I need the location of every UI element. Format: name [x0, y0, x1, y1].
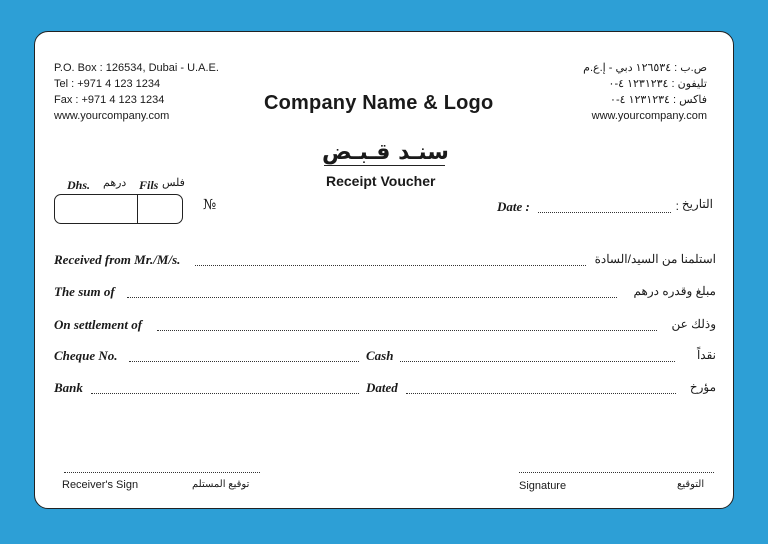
- cash-field[interactable]: [400, 361, 675, 362]
- settlement-label-en: On settlement of: [54, 317, 143, 332]
- contact-info-english: [54, 60, 219, 124]
- sum-row: [54, 282, 716, 302]
- po-box-en: P.O. Box : 126534, Dubai - U.A.E.: [54, 62, 219, 74]
- received-from-label-en: Received from Mr./M/s.: [54, 252, 181, 267]
- contact-info-arabic: [583, 60, 707, 124]
- signature-label-en: Signature: [519, 480, 567, 492]
- date-colon: :: [675, 199, 679, 213]
- date-label-ar: التاريخ: [681, 197, 713, 211]
- bank-dated-row: [54, 378, 716, 398]
- cheque-number-field[interactable]: [129, 361, 359, 362]
- received-from-label-ar: استلمنا من السيد/السادة: [594, 252, 716, 266]
- cash-label-ar: نقداً: [696, 348, 716, 362]
- dated-label-en: Dated: [366, 380, 398, 395]
- sum-label-en: The sum of: [54, 284, 115, 299]
- number-sign: №: [203, 197, 217, 213]
- bank-field[interactable]: [91, 393, 359, 394]
- signature-line[interactable]: [519, 472, 714, 473]
- receiver-sign-label-ar: توقيع المستلم: [192, 479, 250, 490]
- settlement-row: [54, 315, 716, 335]
- dhs-amount-field[interactable]: [55, 195, 138, 223]
- signature-label-ar: التوقيع: [677, 479, 705, 490]
- cheque-label-en: Cheque No.: [54, 348, 118, 363]
- cheque-cash-row: [54, 346, 716, 366]
- title-english: Receipt Voucher: [326, 173, 436, 189]
- received-from-row: [54, 250, 716, 270]
- fils-label-ar: فلس: [162, 177, 185, 189]
- cash-label-en: Cash: [366, 348, 394, 363]
- dhs-label-en: Dhs.: [67, 178, 91, 192]
- sum-label-ar: مبلغ وقدره درهم: [633, 284, 716, 298]
- received-from-field[interactable]: [195, 265, 586, 266]
- settlement-field[interactable]: [157, 330, 657, 331]
- amount-box: [54, 194, 183, 224]
- title-arabic: سنـد قـبـض: [322, 140, 449, 165]
- date-label-en: Date :: [497, 199, 530, 214]
- fax-ar: فاكس : ١٢٣١٢٣٤ ٤-٠: [610, 94, 707, 106]
- receiver-sign-label-en: Receiver's Sign: [62, 479, 139, 491]
- company-name-logo: Company Name & Logo: [264, 92, 494, 114]
- bank-label-en: Bank: [54, 380, 83, 395]
- dated-label-ar: مؤرخ: [689, 380, 716, 394]
- receipt-voucher-form: [34, 31, 734, 509]
- dhs-label-ar: درهم: [103, 177, 127, 189]
- tel-ar: تليفون : ١٢٣١٢٣٤ ٤-٠: [608, 78, 707, 90]
- fils-label-en: Fils: [139, 178, 159, 192]
- po-box-ar: ص.ب : ١٢٦٥٣٤ دبي - إ.ع.م: [583, 62, 707, 74]
- website-ar: www.yourcompany.com: [591, 110, 707, 122]
- settlement-label-ar: وذلك عن: [671, 317, 716, 331]
- fax-en: Fax : +971 4 123 1234: [54, 94, 165, 106]
- receiver-sign-line[interactable]: [64, 472, 260, 473]
- date-field[interactable]: [538, 212, 671, 213]
- tel-en: Tel : +971 4 123 1234: [54, 78, 161, 90]
- date-row: [497, 195, 713, 215]
- dated-field[interactable]: [406, 393, 676, 394]
- website-en: www.yourcompany.com: [54, 110, 170, 122]
- title-underline: [324, 165, 445, 166]
- fils-amount-field[interactable]: [138, 195, 182, 223]
- sum-field[interactable]: [127, 297, 617, 298]
